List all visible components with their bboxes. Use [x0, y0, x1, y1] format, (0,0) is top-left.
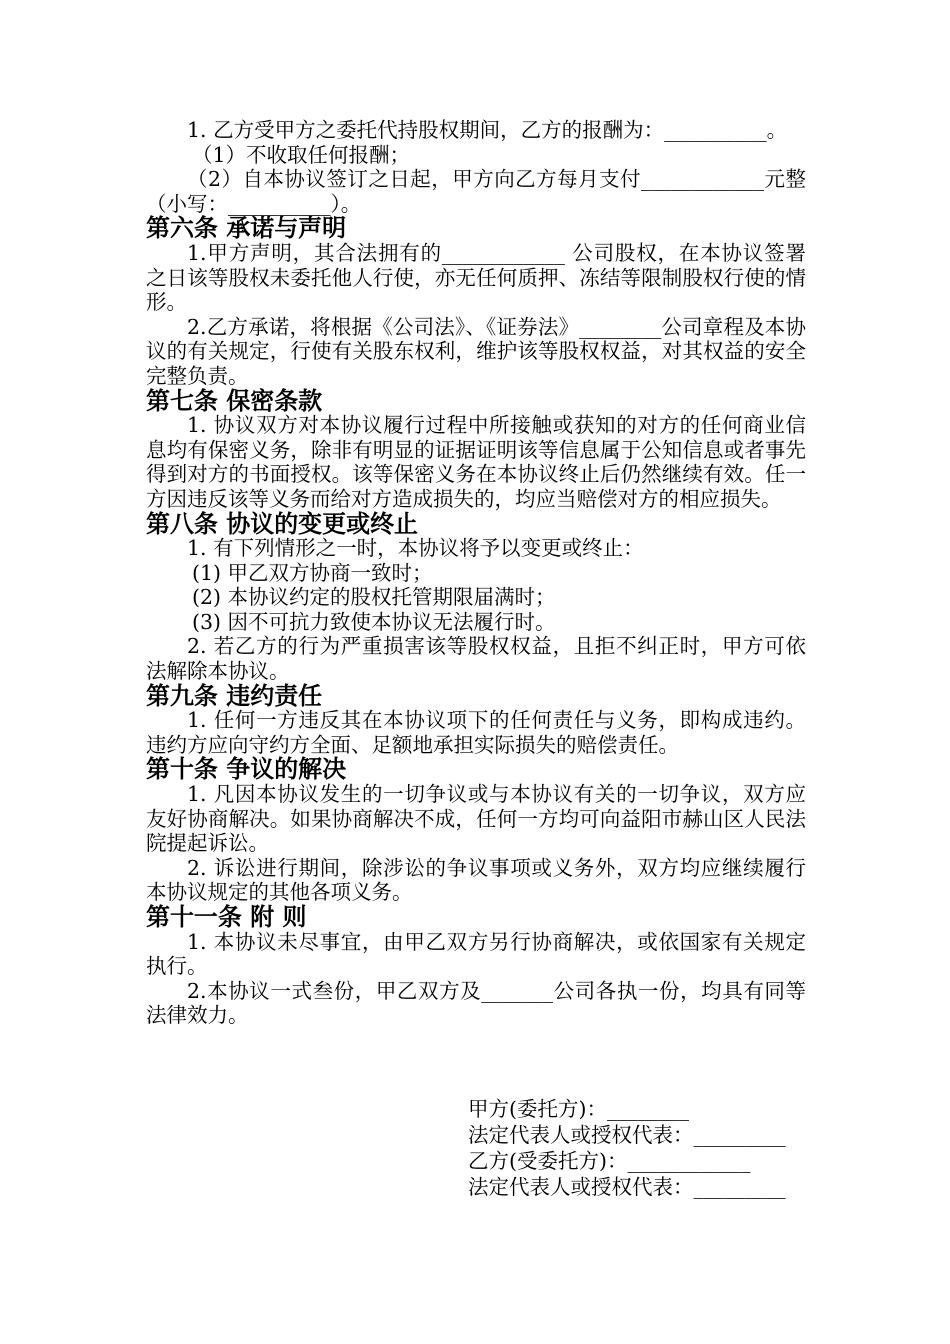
- party-a-representative-line: 法定代表人或授权代表：_________: [468, 1123, 786, 1147]
- remuneration-option-1: （1）不收取任何报酬；: [192, 142, 411, 167]
- section-title-9: 第九条 违约责任: [146, 681, 323, 710]
- remuneration-option-2: （2）自本协议签订之日起，甲方向乙方每月支付____________元整（小写：__________）。: [146, 167, 806, 216]
- section-11-para-1: 1. 本协议未尽事宜，由甲乙双方另行协商解决，或依国家有关规定执行。: [146, 929, 806, 979]
- section-8-para-2: 2. 若乙方的行为严重损害该等股权权益，且拒不纠正时，甲方可依法解除本协议。: [146, 634, 806, 684]
- section-10-para-2: 2. 诉讼进行期间，除涉讼的争议事项或义务外，双方均应继续履行本协议规定的其他各项义务。: [146, 855, 806, 905]
- party-b-line: 乙方(受委托方)：____________: [468, 1149, 751, 1173]
- party-a-line: 甲方(委托方)：________: [468, 1097, 689, 1121]
- section-8-para-1: 1. 有下列情形之一时，本协议将予以变更或终止：: [187, 536, 644, 561]
- section-9-para-1: 1. 任何一方违反其在本协议项下的任何责任与义务，即构成违约。违约方应向守约方全面、足额地承担实际损失的赔偿责任。: [146, 708, 806, 757]
- document-body: [146, 118, 806, 1028]
- section-8-list-item-2: (2) 本协议约定的股权托管期限届满时；: [192, 585, 556, 610]
- section-8-list-item-1: (1) 甲乙双方协商一致时；: [192, 560, 433, 585]
- section-6-para-2: 2.乙方承诺，将根据《公司法》、《证券法》________公司章程及本协议的有关规定，行使有关股东权利，维护该等股权权益，对其权益的安全完整负责。: [146, 314, 806, 388]
- party-b-representative-line: 法定代表人或授权代表：_________: [468, 1175, 786, 1199]
- section-10-para-1: 1. 凡因本协议发生的一切争议或与本协议有关的一切争议，双方应友好协商解决。如果协商解决不成，任何一方均可向益阳市赫山区人民法院提起诉讼。: [146, 782, 806, 856]
- section-title-8: 第八条 协议的变更或终止: [146, 509, 419, 538]
- section-7-para-1: 1. 协议双方对本协议履行过程中所接触或获知的对方的任何商业信息均有保密义务，除非有明显的证据证明该等信息属于公知信息或者事先得到对方的书面授权。该等保密义务在本协议终止后仍然继续有效。任一方因违反该等义务而给对方造成损失的，均应当赔偿对方的相应损失。: [146, 413, 806, 511]
- section-title-7: 第七条 保密条款: [146, 386, 323, 415]
- section-11-para-2: 2.本协议一式叁份，甲乙双方及_______公司各执一份，均具有同等法律效力。: [146, 978, 806, 1028]
- signature-block: [468, 1096, 786, 1200]
- section-8-list-item-3: (3) 因不可抗力致使本协议无法履行时。: [192, 609, 556, 634]
- section-title-10: 第十条 争议的解决: [146, 755, 347, 784]
- section-title-6: 第六条 承诺与声明: [146, 214, 347, 243]
- remuneration-clause: 1. 乙方受甲方之委托代持股权期间，乙方的报酬为：__________。: [187, 118, 788, 142]
- section-6-para-1: 1.甲方声明，其合法拥有的____________ 公司股权，在本协议签署之日该等股权未委托他人行使，亦无任何质押、冻结等限制股权行使的情形。: [146, 240, 806, 315]
- section-title-11: 第十一条 附 则: [146, 903, 307, 931]
